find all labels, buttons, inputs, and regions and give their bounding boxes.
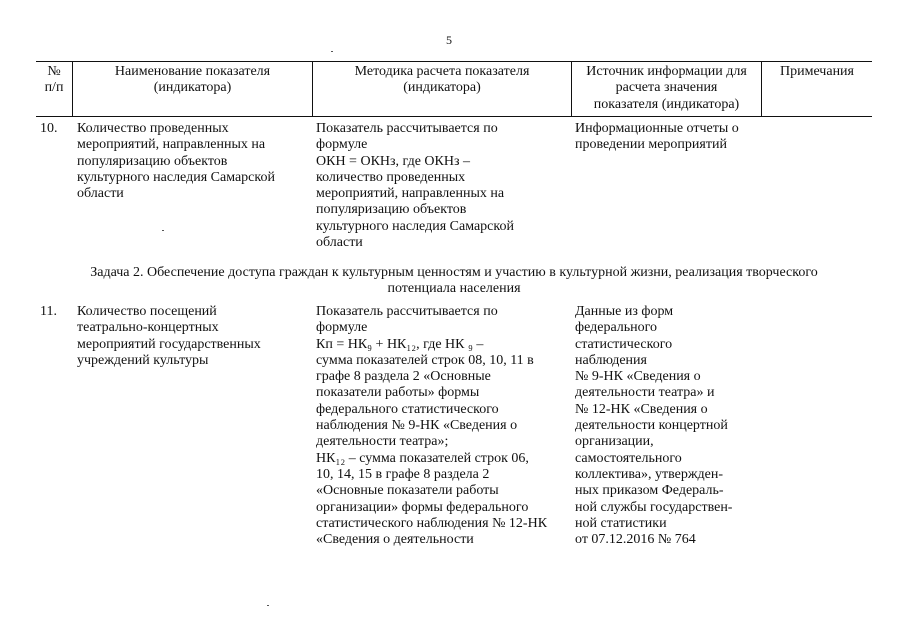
table-header [36, 61, 872, 117]
calculation-method: Показатель рассчитывается по формуле Кп = НК₉ + НК₁₂, где НК ₉ – сумма показателей строк 08, 10, 11 в графе 8 раздела 2 «Основные показатели работы» формы федерального статистического наблюдения № 9-НК «Сведения о деятельности театра»; НК₁₂ – сумма показателей строк 06, 10, 14, 15 в графе 8 раздела 2 «Основные показатели работы организации» формы федерального статистического наблюдения № 12-НК «Сведения о деятельности [316, 304, 548, 548]
header-num: № п/п [44, 64, 64, 96]
scan-speck [267, 605, 269, 606]
header-notes: Примечания [779, 64, 854, 79]
header-method: Методика расчета показателя (индикатора) [354, 64, 530, 96]
row-number: 11. [40, 304, 57, 319]
header-name: Наименование показателя (индикатора) [114, 64, 271, 96]
indicator-name: Количество проведенных мероприятий, направленных на популяризацию объектов культурного наследия Самарской области [77, 121, 275, 202]
information-source: Информационные отчеты о проведении мероприятий [575, 121, 739, 153]
task-heading: Задача 2. Обеспечение доступа граждан к культурным ценностям и участию в культурной жизни, реализация творческого потенциала населения [90, 265, 818, 297]
information-source: Данные из форм федерального статистического наблюдения № 9-НК «Сведения о деятельности театра» и № 12-НК «Сведения о деятельности концертной организации, самостоятельного коллектива», утвержден- ных приказом Федераль- ной службы государствен- ной статистики от 07.12.2016 № 764 [575, 304, 733, 548]
page-number: 5 [446, 33, 452, 47]
scan-speck [331, 51, 333, 52]
header-source: Источник информации для расчета значения показателя (индикатора) [586, 64, 747, 112]
scan-speck [162, 230, 164, 231]
calculation-method: Показатель рассчитывается по формуле ОКН = ОКНз, где ОКНз – количество проведенных мероприятий, направленных на популяризацию объектов культурного наследия Самарской области [316, 121, 514, 251]
indicator-name: Количество посещений театрально-концертных мероприятий государственных учреждений культуры [77, 304, 261, 368]
row-number: 10. [40, 121, 58, 136]
